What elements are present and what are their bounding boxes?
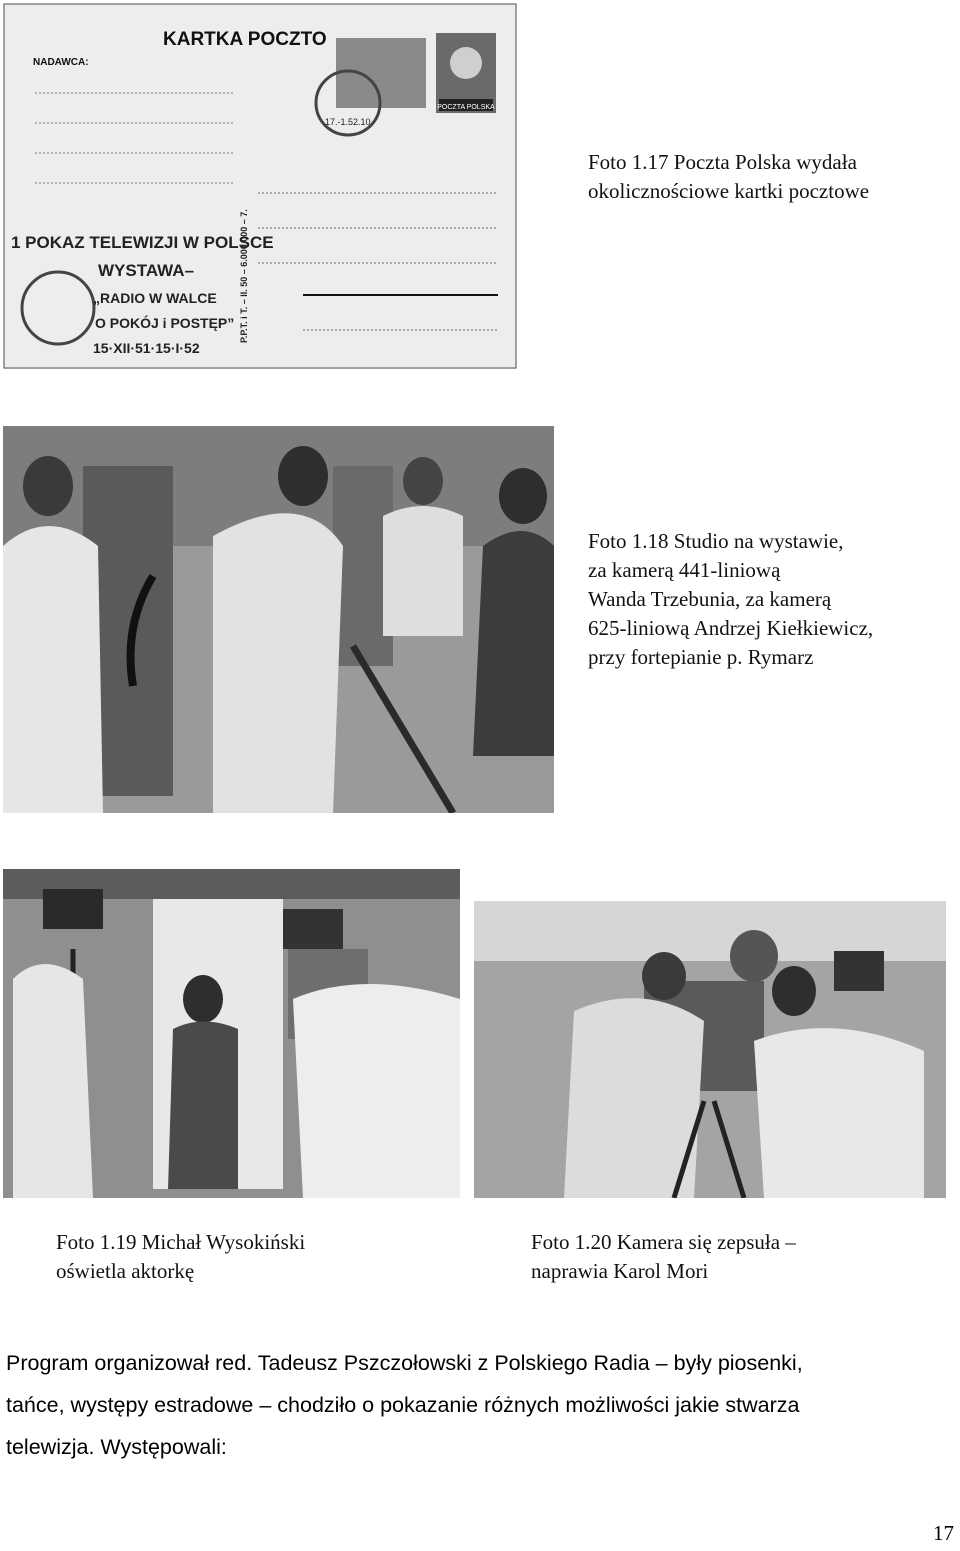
body-paragraph — [6, 1342, 956, 1468]
body-line: tańce, występy estradowe – chodziło o pokazanie różnych możliwości jakie stwarza — [6, 1393, 800, 1417]
svg-text:15·XII·51·15·I·52: 15·XII·51·15·I·52 — [93, 340, 200, 356]
camera-repair-photo — [474, 901, 946, 1198]
svg-text:WYSTAWA–: WYSTAWA– — [98, 261, 195, 280]
page-number: 17 — [933, 1521, 954, 1545]
caption-foto-118: Foto 1.18 Studio na wystawie, za kamerą 441-liniową Wanda Trzebunia, za kamerą 625-liniową Andrzej Kiełkiewicz, przy fortepianie p. Rymarz — [588, 529, 874, 669]
svg-text:„RADIO W WALCE: „RADIO W WALCE — [93, 290, 217, 306]
postcard-header: KARTKA POCZTO — [163, 29, 327, 50]
studio-photo — [3, 426, 554, 813]
svg-text:1 POKAZ TELEWIZJI W POLSCE: 1 POKAZ TELEWIZJI W POLSCE — [11, 233, 274, 252]
caption-foto-119: Foto 1.19 Michał Wysokiński oświetla aktorkę — [56, 1230, 306, 1283]
body-line: telewizja. Występowali: — [6, 1435, 227, 1459]
stamp-text: POCZTA POLSKA — [437, 104, 495, 111]
caption-foto-117: Foto 1.17 Poczta Polska wydała okolicznościowe kartki pocztowe — [588, 150, 870, 203]
svg-text:O POKÓJ i POSTĘP”: O POKÓJ i POSTĘP” — [95, 315, 235, 331]
svg-text:P.P.T. i T. – II. 50 – 6.000.0: P.P.T. i T. – II. 50 – 6.000.000 – 7. — [239, 209, 249, 343]
caption-foto-120: Foto 1.20 Kamera się zepsuła – naprawia Karol Mori — [531, 1230, 796, 1283]
postcard-sender-label: NADAWCA: — [33, 57, 89, 68]
lighting-photo — [3, 869, 460, 1198]
postcard-photo — [3, 3, 517, 369]
body-line: Program organizował red. Tadeusz Pszczołowski z Polskiego Radia – były piosenki, — [6, 1351, 803, 1375]
postmark-date: 17.-1.52.10 — [325, 117, 371, 127]
